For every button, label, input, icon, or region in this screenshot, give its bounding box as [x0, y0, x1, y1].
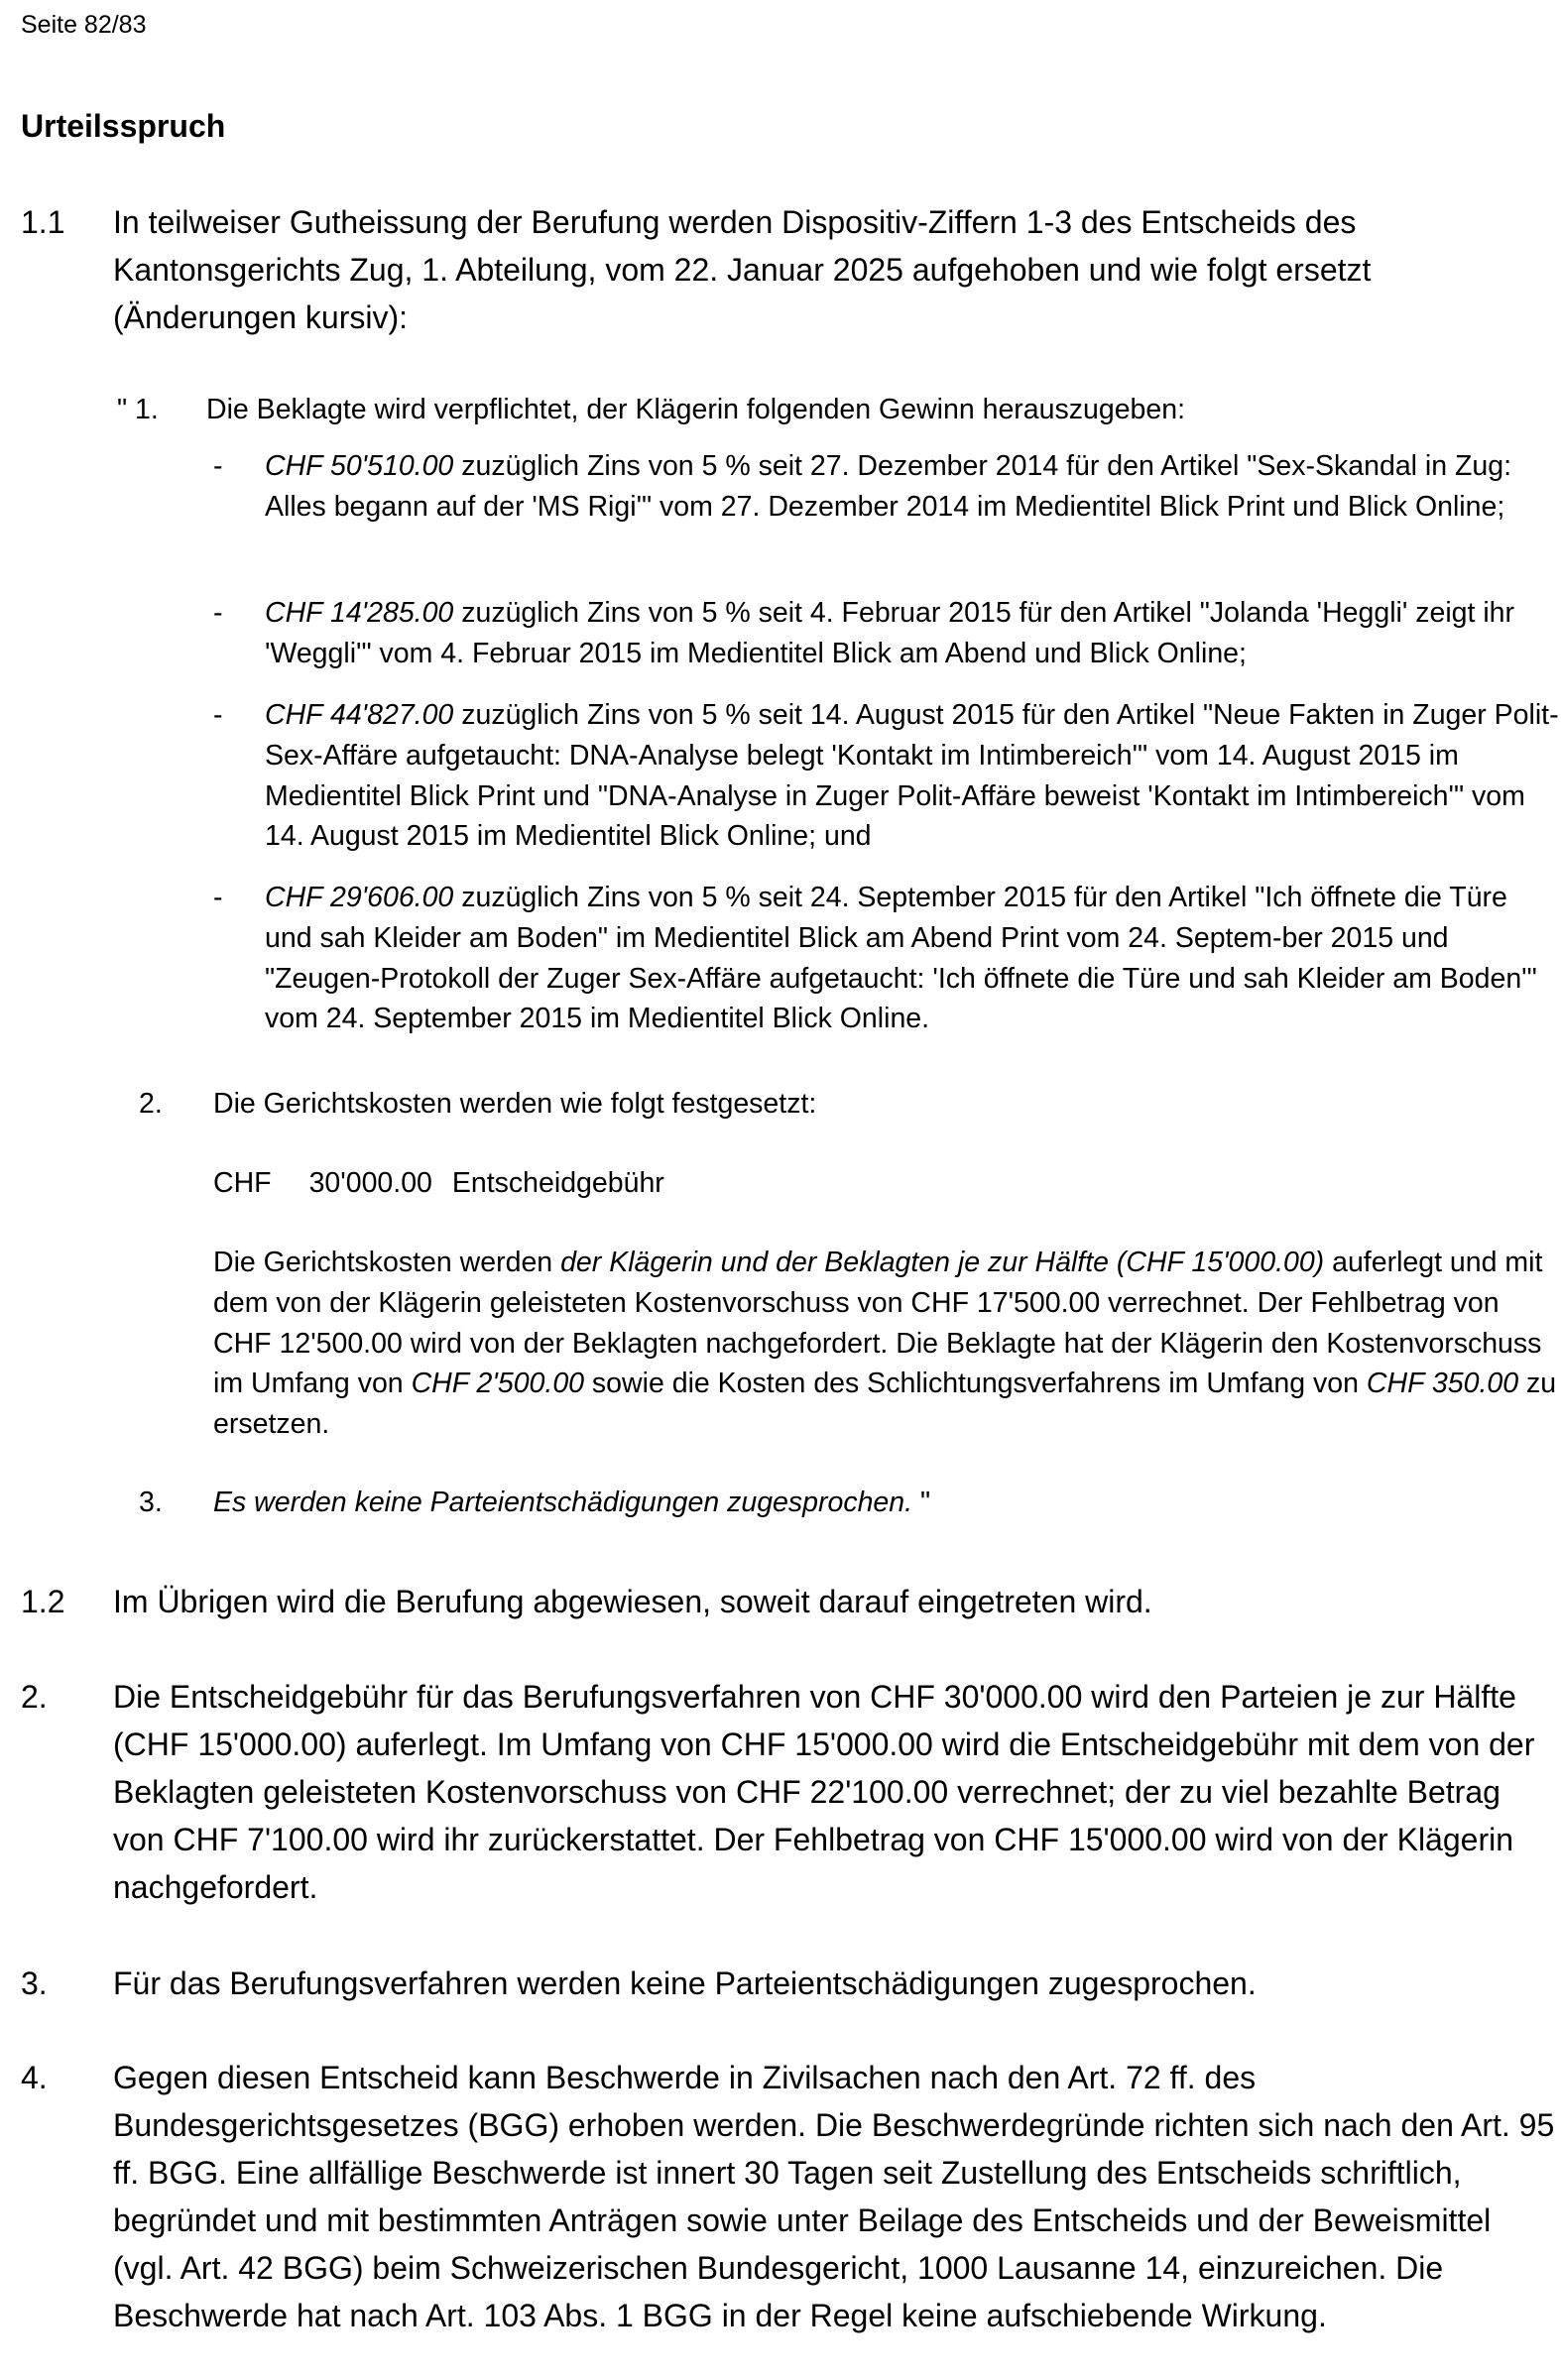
section-heading: Urteilsspruch — [21, 108, 226, 144]
dispositiv-item-3 — [139, 1483, 1507, 1523]
paragraph-1-2 — [21, 1578, 1558, 1625]
dispositiv-number: 3. — [139, 1487, 163, 1518]
paragraph-2 — [21, 1673, 1558, 1911]
paragraph-number: 4. — [21, 2060, 48, 2095]
fee-line — [213, 1163, 1561, 1204]
dispositiv-text: Die Gerichtskosten werden wie folgt festgesetzt: — [213, 1088, 817, 1120]
cost-text: Die Gerichtskosten werden — [213, 1247, 561, 1278]
fee-label: Entscheidgebühr — [451, 1167, 664, 1199]
dispositiv-number: " 1. — [117, 394, 159, 425]
claim-item — [213, 446, 1561, 528]
paragraph-number: 1.1 — [21, 204, 65, 240]
claim-text: zuzüglich Zins von 5 % seit 4. Februar 2015 für den Artikel "Jolanda 'Heggli' zeigt ihr 'Weggli'" vom 4. Februar 2015 im Medientitel Blick am Abend und Blick Online; — [265, 597, 1515, 669]
dash-marker: - — [213, 699, 223, 731]
cost-text-italic: CHF 350.00 — [1366, 1368, 1519, 1400]
fee-amount: 30'000.00 — [308, 1167, 432, 1199]
paragraph-text: Für das Berufungsverfahren werden keine Parteientschädigungen zugesprochen. — [113, 1965, 1257, 2001]
paragraph-3 — [21, 1960, 1558, 2007]
dispositiv-item-2 — [139, 1084, 1507, 1125]
dispositiv-number: 2. — [139, 1088, 163, 1120]
claim-amount: CHF 14'285.00 — [265, 597, 454, 629]
claim-text: zuzüglich Zins von 5 % seit 24. September 2015 für den Artikel "Ich öffnete die Türe und sah Kleider am Boden" im Medientitel Blick am Abend Print vom 24. Septem-ber 2015 und "Zeugen-Protokoll der Zuger Sex-Affäre aufgetaucht: 'Ich öffnete die Türe und sah Kleider am Boden'" vom 24. September 2015 im Medientitel Blick Online. — [265, 882, 1537, 1035]
cost-text: zu ersetzen. — [213, 1368, 1557, 1441]
cost-allocation-paragraph — [213, 1243, 1561, 1445]
paragraph-1-1 — [21, 198, 1558, 341]
paragraph-4 — [21, 2054, 1558, 2339]
closing-quote: " — [912, 1487, 931, 1518]
claim-text: zuzüglich Zins von 5 % seit 14. August 2015 für den Artikel "Neue Fakten in Zuger Polit-Sex-Affäre aufgetaucht: DNA-Analyse belegt 'Kontakt im Intimbereich'" vom 14. August 2015 im Medientitel Blick Print und "DNA-Analyse in Zuger Polit-Affäre beweist 'Kontakt im Intimbereich'" vom 14. August 2015 im Medientitel Blick Online; und — [265, 699, 1559, 853]
dispositiv-text: Die Beklagte wird verpflichtet, der Klägerin folgenden Gewinn herauszugeben: — [206, 394, 1186, 425]
paragraph-number: 3. — [21, 1965, 48, 2001]
cost-text: auferlegt und mit dem von der Klägerin geleisteten Kostenvorschuss von CHF 17'500.00 verrechnet. Der Fehlbetrag von CHF 12'500.00 wird von der Beklagten nachgefordert. Die Beklagte hat der Klägerin den Kostenvorschuss im Umfang von — [213, 1247, 1543, 1400]
paragraph-text: Im Übrigen wird die Berufung abgewiesen, soweit darauf eingetreten wird. — [113, 1584, 1152, 1619]
dispositiv-item-1 — [117, 390, 1486, 430]
dash-marker: - — [213, 882, 223, 913]
cost-text: sowie die Kosten des Schlichtungsverfahrens im Umfang von — [584, 1368, 1367, 1400]
cost-text-italic: der Klägerin und der Beklagten je zur Hälfte (CHF 15'000.00) — [560, 1247, 1325, 1278]
page-number: Seite 82/83 — [21, 11, 147, 39]
paragraph-text: Die Entscheidgebühr für das Berufungsverfahren von CHF 30'000.00 wird den Parteien je zur Hälfte (CHF 15'000.00) auferlegt. Im Umfang von CHF 15'000.00 wird die Entscheidgebühr mit dem von der Beklagten geleisteten Kostenvorschuss von CHF 22'100.00 verrechnet; der zu viel bezahlte Betrag von CHF 7'100.00 wird ihr zurückerstattet. Der Fehlbetrag von CHF 15'000.00 wird von der Klägerin nachgefordert. — [113, 1679, 1535, 1905]
paragraph-text: Gegen diesen Entscheid kann Beschwerde in Zivilsachen nach den Art. 72 ff. des Bundesgerichtsgesetzes (BGG) erhoben werden. Die Beschwerdegründe richten sich nach den Art. 95 ff. BGG. Eine allfällige Beschwerde ist innert 30 Tagen seit Zustellung des Entscheids schriftlich, begründet und mit bestimmten Anträgen sowie unter Beilage des Entscheids und der Beweismittel (vgl. Art. 42 BGG) beim Schweizerischen Bundesgericht, 1000 Lausanne 14, einzureichen. Die Beschwerde hat nach Art. 103 Abs. 1 BGG in der Regel keine aufschiebende Wirkung. — [113, 2060, 1555, 2333]
cost-text-italic: CHF 2'500.00 — [411, 1368, 585, 1400]
claim-item — [213, 593, 1561, 674]
paragraph-number: 2. — [21, 1679, 48, 1715]
dash-marker: - — [213, 450, 223, 482]
claim-amount: CHF 29'606.00 — [265, 882, 454, 913]
dash-marker: - — [213, 597, 223, 629]
claim-text: zuzüglich Zins von 5 % seit 27. Dezember 2014 für den Artikel "Sex-Skandal in Zug: Alles begann auf der 'MS Rigi'" vom 27. Dezember 2014 im Medientitel Blick Print und Blick Online; — [265, 450, 1512, 523]
claim-item — [213, 695, 1561, 857]
claim-amount: CHF 44'827.00 — [265, 699, 454, 731]
dispositiv-text: Es werden keine Parteientschädigungen zugesprochen. — [213, 1487, 913, 1518]
fee-currency: CHF — [213, 1167, 272, 1199]
paragraph-number: 1.2 — [21, 1584, 65, 1619]
claim-amount: CHF 50'510.00 — [265, 450, 454, 482]
claim-item — [213, 878, 1561, 1039]
paragraph-text: In teilweiser Gutheissung der Berufung werden Dispositiv-Ziffern 1-3 des Entscheids des Kantonsgerichts Zug, 1. Abteilung, vom 22. Januar 2025 aufgehoben und wie folgt ersetzt (Änderungen kursiv): — [113, 204, 1372, 335]
